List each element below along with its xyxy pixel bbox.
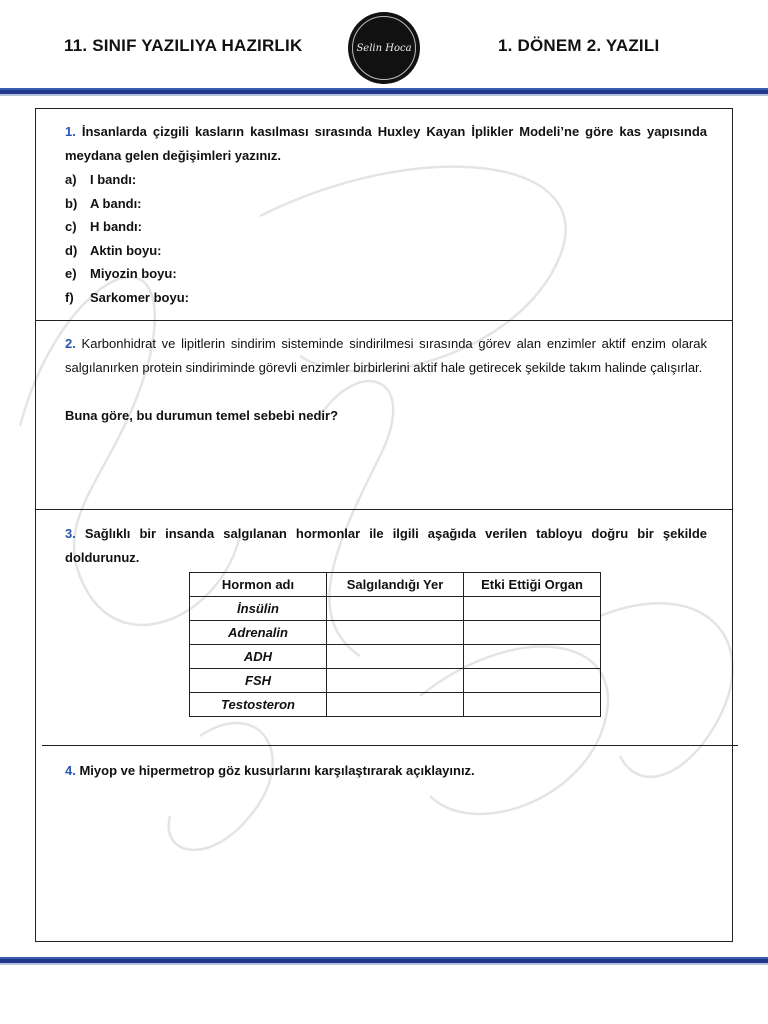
option-label: A bandı: (90, 196, 142, 211)
logo-ring (352, 16, 416, 80)
q1-option-a (65, 172, 136, 187)
table-row (190, 621, 601, 645)
question-4-text: Miyop ve hipermetrop göz kusurlarını karşılaştırarak açıklayınız. (79, 763, 475, 778)
header-left-title: 11. SINIF YAZILIYA HAZIRLIK (64, 36, 303, 55)
question-4-number: 4. (65, 763, 76, 778)
footer-rule-light (0, 963, 768, 965)
option-letter: d) (65, 243, 78, 258)
answer-cell[interactable] (464, 621, 601, 645)
option-letter: e) (65, 266, 77, 281)
answer-cell[interactable] (327, 597, 464, 621)
answer-cell[interactable] (327, 669, 464, 693)
divider-q3-q4 (42, 745, 738, 746)
option-letter: a) (65, 172, 77, 187)
answer-cell[interactable] (327, 645, 464, 669)
logo-text: Selin Hoca (356, 42, 412, 54)
q1-option-b (65, 196, 142, 211)
table-row (190, 693, 601, 717)
column-header-secreted-place: Salgılandığı Yer (327, 573, 464, 597)
option-label: Miyozin boyu: (90, 266, 177, 281)
option-letter: f) (65, 290, 74, 305)
hormone-table (189, 572, 601, 717)
question-3-number: 3. (65, 526, 76, 541)
question-1 (65, 120, 707, 168)
answer-cell[interactable] (464, 669, 601, 693)
table-row (190, 669, 601, 693)
header-rule-light (0, 94, 768, 96)
option-label: Aktin boyu: (90, 243, 162, 258)
question-1-text: İnsanlarda çizgili kasların kasılması sırasında Huxley Kayan İplikler Modeli’ne göre kas yapısında meydana gelen değişimleri yazınız. (65, 124, 707, 163)
header-right-title: 1. DÖNEM 2. YAZILI (498, 36, 660, 55)
option-label: H bandı: (90, 219, 142, 234)
logo (348, 12, 420, 84)
question-2-prompt: Buna göre, bu durumun temel sebebi nedir? (65, 408, 339, 423)
q1-option-f (65, 290, 189, 305)
table-row (190, 597, 601, 621)
option-label: I bandı: (90, 172, 137, 187)
table-row (190, 645, 601, 669)
hormone-name: FSH (190, 669, 327, 693)
question-2 (65, 332, 707, 380)
answer-cell[interactable] (327, 693, 464, 717)
answer-cell[interactable] (464, 597, 601, 621)
divider-q2-q3 (35, 509, 733, 510)
question-3-text: Sağlıklı bir insanda salgılanan hormonlar ile ilgili aşağıda verilen tabloyu doğru bir şekilde doldurunuz. (65, 526, 707, 565)
question-2-text: Karbonhidrat ve lipitlerin sindirim sisteminde sindirilmesi sırasında görev alan enzimler aktif enzim olarak salgılanırken protein sindiriminde görevli enzimler birbirlerini aktif hale getirecek şekilde takım halinde çalışırlar. (65, 336, 707, 375)
hormone-name: ADH (190, 645, 327, 669)
q1-option-d (65, 243, 162, 258)
answer-cell[interactable] (464, 693, 601, 717)
q1-option-e (65, 266, 177, 281)
option-label: Sarkomer boyu: (90, 290, 189, 305)
option-letter: b) (65, 196, 78, 211)
option-letter: c) (65, 219, 77, 234)
question-3 (65, 522, 707, 570)
answer-cell[interactable] (327, 621, 464, 645)
hormone-name: İnsülin (190, 597, 327, 621)
answer-cell[interactable] (464, 645, 601, 669)
question-1-number: 1. (65, 124, 76, 139)
hormone-name: Adrenalin (190, 621, 327, 645)
page-header (0, 0, 768, 90)
table-header-row (190, 573, 601, 597)
column-header-target-organ: Etki Ettiği Organ (464, 573, 601, 597)
hormone-name: Testosteron (190, 693, 327, 717)
question-4 (65, 759, 707, 783)
question-2-number: 2. (65, 336, 76, 351)
divider-q1-q2 (35, 320, 733, 321)
column-header-hormone: Hormon adı (190, 573, 327, 597)
q1-option-c (65, 219, 142, 234)
